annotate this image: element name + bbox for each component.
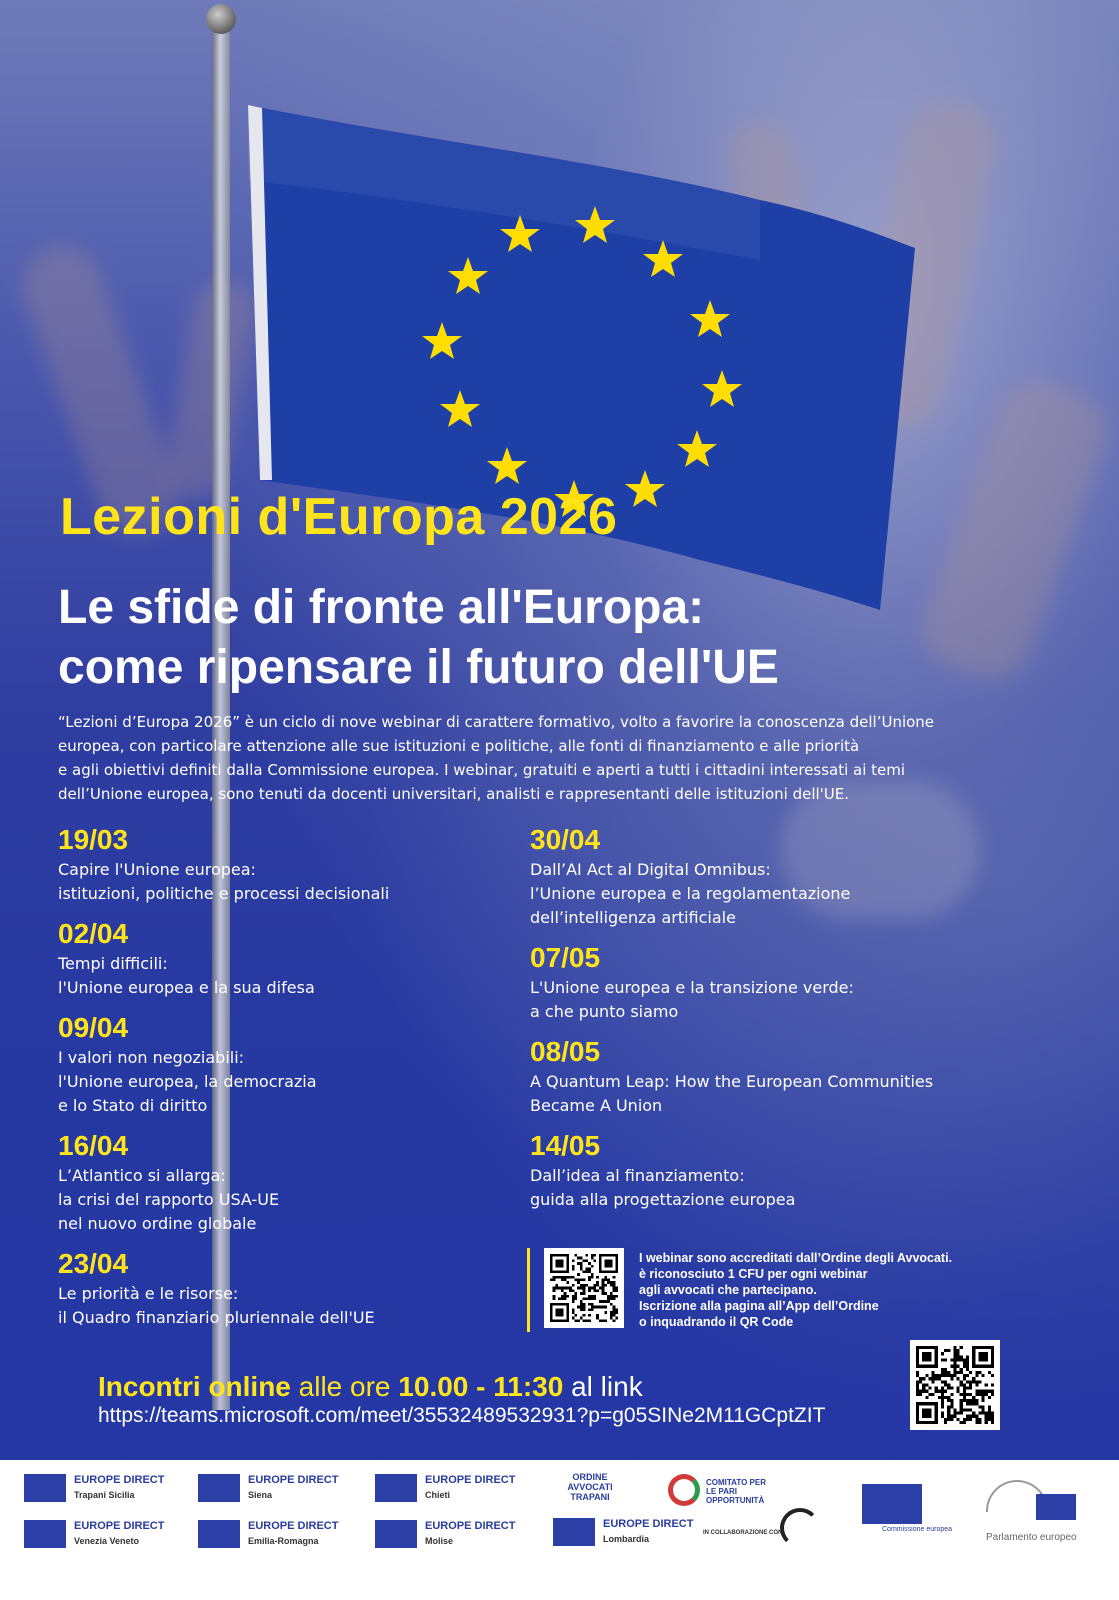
event-item <box>58 1246 518 1330</box>
intro-line: e agli obiettivi definiti dalla Commissione europea. I webinar, gratuiti e aperti a tutti i cittadini interessati ai temi <box>58 761 906 779</box>
parlamento-logo-text: Parlamento europeo <box>986 1532 1077 1543</box>
event-title: dell’intelligenza artificiale <box>530 908 736 927</box>
event-title: nel nuovo ordine globale <box>58 1214 257 1233</box>
parlamento-flag-icon <box>1036 1494 1076 1520</box>
europe-direct-name: EUROPE DIRECT <box>425 1520 516 1532</box>
schedule-left-column <box>58 822 518 1340</box>
eu-flag-icon <box>198 1520 240 1548</box>
europe-direct-place: Chieti <box>425 1490 451 1500</box>
online-end-text: al link <box>563 1371 643 1402</box>
event-title: A Quantum Leap: How the European Communities <box>530 1072 934 1091</box>
eu-flag-icon <box>553 1518 595 1546</box>
event-title: guida alla progettazione europea <box>530 1190 796 1209</box>
subtitle-line: come ripensare il futuro dell'UE <box>58 641 779 694</box>
europe-direct-name: EUROPE DIRECT <box>248 1520 339 1532</box>
event-item <box>530 1034 1000 1118</box>
schedule-right-column <box>530 822 1000 1222</box>
eu-flag-icon <box>198 1474 240 1502</box>
europe-direct-place: Molise <box>425 1536 454 1546</box>
eu-flag-icon <box>24 1474 66 1502</box>
europe-direct-place: Trapani Sicilia <box>74 1490 135 1500</box>
europe-direct-place: Siena <box>248 1490 273 1500</box>
event-date: 02/04 <box>58 918 129 949</box>
online-mid-text: alle ore <box>290 1371 399 1402</box>
event-title: il Quadro finanziario pluriennale dell'UE <box>58 1308 375 1327</box>
europe-direct-name: EUROPE DIRECT <box>425 1474 516 1486</box>
event-title: l'Unione europea, la democrazia <box>58 1072 317 1091</box>
event-title: a che punto siamo <box>530 1002 679 1021</box>
accreditation-box <box>527 1248 997 1332</box>
event-item <box>58 1128 518 1236</box>
online-time: 10.00 - 11:30 <box>398 1371 564 1402</box>
event-title: l'Unione europea e la sua difesa <box>58 978 315 997</box>
teams-qr-code[interactable] <box>910 1340 1000 1430</box>
accreditation-line: Iscrizione alla pagina all’App dell’Ordine <box>639 1299 879 1313</box>
event-title: Became A Union <box>530 1096 663 1115</box>
accreditation-line: o inquadrando il QR Code <box>639 1315 794 1329</box>
accreditation-line: agli avvocati che partecipano. <box>639 1283 817 1297</box>
event-title: l’Unione europea e la regolamentazione <box>530 884 851 903</box>
page-title: Lezioni d'Europa 2026 <box>60 488 618 546</box>
teams-link[interactable]: https://teams.microsoft.com/meet/35532489532931?p=g05SINe2M11GCptZIT <box>98 1404 826 1427</box>
event-date: 09/04 <box>58 1012 129 1043</box>
event-title: la crisi del rapporto USA-UE <box>58 1190 280 1209</box>
event-title: I valori non negoziabili: <box>58 1048 245 1067</box>
eu-flag-icon <box>24 1520 66 1548</box>
accreditation-line: I webinar sono accreditati dall’Ordine degli Avvocati. <box>639 1251 953 1265</box>
event-title: e lo Stato di diritto <box>58 1096 208 1115</box>
event-title: L'Unione europea e la transizione verde: <box>530 978 854 997</box>
eu-flag-icon <box>375 1474 417 1502</box>
page-subtitle <box>58 578 779 698</box>
accreditation-text <box>639 1250 952 1330</box>
event-date: 16/04 <box>58 1130 129 1161</box>
accreditation-qr-code[interactable] <box>544 1248 624 1328</box>
europe-direct-name: EUROPE DIRECT <box>74 1520 165 1532</box>
europe-direct-place: Emilia-Romagna <box>248 1536 319 1546</box>
event-date: 30/04 <box>530 824 601 855</box>
commissione-logo-text: Commissione europea <box>882 1526 953 1533</box>
event-date: 23/04 <box>58 1248 129 1279</box>
intro-paragraph <box>58 710 1018 806</box>
eu-flag-icon <box>375 1520 417 1548</box>
subtitle-line: Le sfide di fronte all'Europa: <box>58 581 705 634</box>
europe-direct-place: Lombardia <box>603 1534 650 1544</box>
comitato-logo-text: COMITATO PER LE PARI OPPORTUNITÀ <box>706 1478 766 1505</box>
event-item <box>58 822 518 906</box>
online-info <box>98 1370 643 1404</box>
ordine-avvocati-logo: ORDINE AVVOCATI TRAPANI <box>567 1472 613 1502</box>
event-date: 14/05 <box>530 1130 601 1161</box>
accreditation-line: è riconosciuto 1 CFU per ogni webinar <box>639 1267 868 1281</box>
europe-direct-place: Venezia Veneto <box>74 1536 140 1546</box>
europe-direct-name: EUROPE DIRECT <box>603 1518 694 1530</box>
partner-logos-footer <box>0 1460 1119 1600</box>
collaboration-label: IN COLLABORAZIONE CON <box>703 1530 783 1536</box>
event-title: Tempi difficili: <box>58 954 168 973</box>
europe-direct-name: EUROPE DIRECT <box>248 1474 339 1486</box>
event-title: Le priorità e le risorse: <box>58 1284 239 1303</box>
intro-line: “Lezioni d’Europa 2026” è un ciclo di nove webinar di carattere formativo, volto a favorire la conoscenza dell’Unione <box>58 713 935 731</box>
event-title: istituzioni, politiche e processi decisionali <box>58 884 390 903</box>
event-title: Capire l'Unione europea: <box>58 860 256 879</box>
online-label: Incontri online <box>98 1371 291 1402</box>
event-title: L’Atlantico si allarga: <box>58 1166 226 1185</box>
event-title: Dall’AI Act al Digital Omnibus: <box>530 860 771 879</box>
event-date: 07/05 <box>530 942 601 973</box>
commissione-flag-icon <box>862 1484 922 1524</box>
event-title: Dall’idea al finanziamento: <box>530 1166 745 1185</box>
event-item <box>530 822 1000 930</box>
event-item <box>58 916 518 1000</box>
event-item <box>58 1010 518 1118</box>
event-item <box>530 1128 1000 1212</box>
intro-line: dell’Unione europea, sono tenuti da docenti universitari, analisti e rappresentanti delle istituzioni dell'UE. <box>58 785 850 803</box>
collaborator-logo-icon <box>780 1508 820 1548</box>
event-date: 08/05 <box>530 1036 601 1067</box>
comitato-logo-icon <box>668 1474 700 1506</box>
intro-line: europea, con particolare attenzione alle sue istituzioni e politiche, alle fonti di finanziamento e alle priorità <box>58 737 860 755</box>
event-item <box>530 940 1000 1024</box>
europe-direct-name: EUROPE DIRECT <box>74 1474 165 1486</box>
event-date: 19/03 <box>58 824 129 855</box>
